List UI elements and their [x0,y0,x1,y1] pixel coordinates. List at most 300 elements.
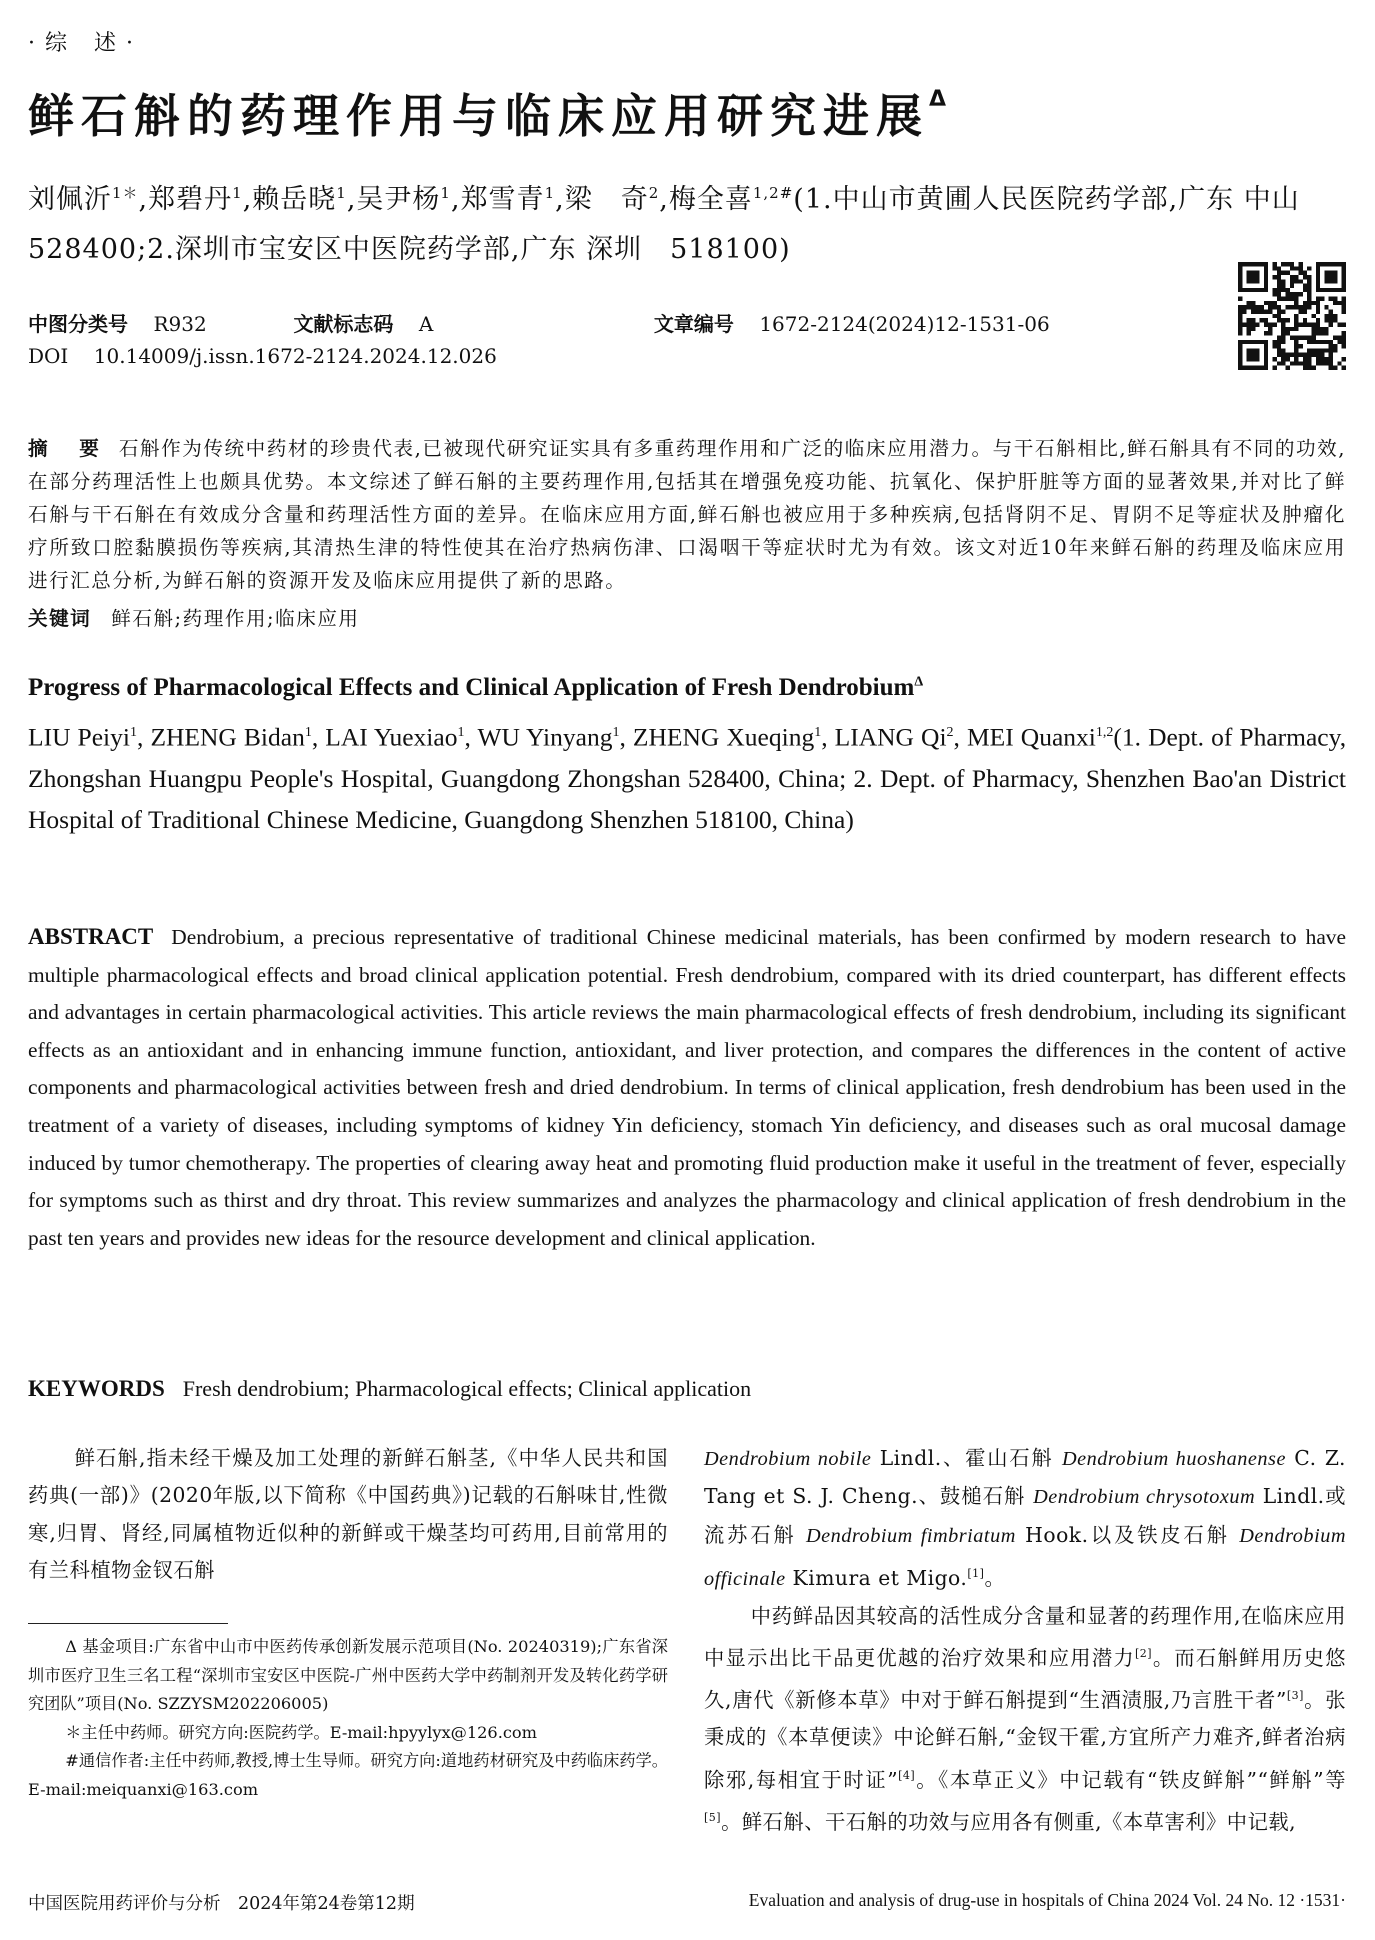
qr-module [1324,314,1328,318]
qr-module [1307,275,1311,279]
qr-module [1247,318,1251,322]
journal-name-cn: 中国医院用药评价与分析 2024年第24卷第12期 [28,1894,415,1914]
author-affil-mark: 1 [336,184,347,202]
qr-module [1307,361,1311,365]
qr-module [1320,297,1324,301]
qr-module [1277,314,1281,318]
qr-module [1311,340,1315,344]
article-no-value: 1672-2124(2024)12-1531-06 [759,312,1050,336]
body-column-right [704,1440,1346,1841]
article-page [28,18,1346,1918]
qr-module [1307,366,1311,370]
qr-module [1247,331,1251,335]
author-name: 赖岳晓 [252,184,337,215]
qr-module [1255,322,1259,326]
qr-module [1281,348,1285,352]
qr-module [1277,335,1281,339]
qr-module [1329,297,1333,301]
qr-module [1260,305,1264,309]
qr-module [1303,275,1307,279]
qr-module [1277,284,1281,288]
qr-module [1316,353,1320,357]
qr-module [1286,292,1290,296]
qr-module [1281,262,1285,266]
qr-module [1329,314,1333,318]
qr-module [1307,284,1311,288]
abstract-cn [28,432,1346,597]
qr-module [1286,297,1290,301]
qr-module [1294,275,1298,279]
qr-module [1294,314,1298,318]
keywords-en-label: KEYWORDS [28,1376,165,1401]
doc-code-value: A [418,312,434,336]
qr-finder-bottom-left [1238,340,1268,370]
qr-module [1286,353,1290,357]
qr-module [1281,310,1285,314]
body-paragraph-1: 鲜石斛,指未经干燥及加工处理的新鲜石斛茎,《中华人民共和国药典(一部)》(2020年版,以下简称《中国药典》)记载的石斛味甘,性微寒,归胃、肾经,同属植物近似种的新鲜或干燥茎均可药用,目前常用的有兰科植物金钗石斛 [28,1446,668,1582]
qr-module [1277,353,1281,357]
qr-module [1294,344,1298,348]
qr-module [1316,305,1320,309]
abstract-en [28,918,1346,1257]
doi-row [28,344,497,368]
qr-module [1311,327,1315,331]
qr-module [1320,327,1324,331]
qr-module [1329,344,1333,348]
qr-module [1264,301,1268,305]
qr-module [1281,357,1285,361]
qr-module [1281,288,1285,292]
qr-module [1333,348,1337,352]
abstract-en-text: Dendrobium, a precious representative of traditional Chinese medicinal materials, has been confirmed by modern research to have multiple pharmacological effects and broad clinical application potential. Fresh dendrobium, compared with its dried counterpart, has different effects and advantages in certain pharmacological activities. This article reviews the main pharmacological effects of fresh dendrobium, including its significant effects as an antioxidant and in enhancing immune function, antioxidant, and liver protection, and compares the differences in the content of active components and pharmacological activities between fresh and dried dendrobium. In terms of clinical application, fresh dendrobium has been used in the treatment of a variety of diseases, including symptoms of kidney Yin deficiency, stomach Yin deficiency, and diseases such as oral mucosal damage induced by tumor chemotherapy. The properties of clearing away heat and promoting fluid production make it useful in the treatment of fever, especially for symptoms such as thirst and dry throat. This review summarizes and analyzes the pharmacology and clinical application of fresh dendrobium in the past ten years and provides new ideas for the resource development and clinical application. [28,925,1346,1250]
keywords-en [28,1376,751,1402]
qr-module [1342,305,1346,309]
qr-module [1290,297,1294,301]
citation-ref[interactable]: [2] [1134,1647,1153,1661]
qr-module [1286,271,1290,275]
author-name: 郑碧丹 [148,184,233,215]
qr-module [1281,327,1285,331]
doi-label: DOI [28,344,69,368]
qr-module [1294,340,1298,344]
qr-module [1311,314,1315,318]
affiliation-en: (1. Dept. of Pharmacy, Zhongshan Huangpu People's Hospital, Guangdong Zhongshan 528400, China; 2. Dept. of Pharmacy, Shenzhen Bao'an District Hospital of Traditional Chinese Medicine, Guangdong Shenzhen 518100, China) [28,722,1347,834]
qr-module [1281,361,1285,365]
qr-module [1273,266,1277,270]
species-name: Dendrobium chrysotoxum [1033,1486,1256,1509]
author-name: 梅全喜 [668,184,753,215]
author-name-en: MEI Quanxi [967,722,1096,752]
qr-module [1294,322,1298,326]
qr-module [1316,310,1320,314]
author-affil-mark: 1＊ [112,184,139,202]
qr-module [1294,266,1298,270]
qr-module [1290,266,1294,270]
qr-module [1307,340,1311,344]
qr-module [1251,327,1255,331]
body-text: 。而石斛鲜用历史悠久,唐代《新修本草》中对于鲜石斛提到“生酒渍服,乃言胜干者” [704,1646,1346,1713]
qr-module [1333,344,1337,348]
qr-module [1298,271,1302,275]
qr-module [1277,275,1281,279]
qr-module [1277,348,1281,352]
qr-module [1294,292,1298,296]
qr-module [1303,288,1307,292]
qr-module [1316,348,1320,352]
qr-module [1316,318,1320,322]
qr-module [1290,327,1294,331]
qr-module [1337,335,1341,339]
title-text: 鲜石斛的药理作用与临床应用研究进展 [28,89,929,143]
qr-module [1307,288,1311,292]
qr-module [1324,357,1328,361]
qr-module [1333,318,1337,322]
qr-module [1294,327,1298,331]
qr-module [1294,361,1298,365]
qr-module [1238,305,1242,309]
footnote-corresponding-author: #通信作者:主任中药师,教授,博士生导师。研究方向:道地药材研究及中药临床药学。E-mail:meiquanxi@163.com [28,1751,668,1799]
qr-module [1337,361,1341,365]
author-name-en: ZHENG Xueqing [632,722,815,752]
body-text: Hook.以及铁皮石斛 [1015,1522,1240,1547]
keywords-cn-label: 关键词 [28,607,92,630]
qr-module [1298,266,1302,270]
qr-module [1303,366,1307,370]
qr-module [1298,279,1302,283]
citation-ref[interactable]: [3] [1286,1689,1304,1703]
qr-module [1281,331,1285,335]
qr-module [1281,271,1285,275]
qr-module [1251,305,1255,309]
qr-module [1303,361,1307,365]
qr-module [1281,322,1285,326]
qr-module [1316,340,1320,344]
qr-module [1247,327,1251,331]
qr-module [1286,327,1290,331]
author-name: 吴尹杨 [356,184,441,215]
qr-module [1298,322,1302,326]
qr-module [1307,266,1311,270]
qr-module [1281,284,1285,288]
clc-label: 中图分类号 [28,312,128,336]
qr-module [1294,301,1298,305]
qr-module [1277,271,1281,275]
qr-code[interactable] [1238,262,1346,370]
qr-module [1286,318,1290,322]
qr-module [1277,310,1281,314]
qr-module [1333,301,1337,305]
qr-module [1303,310,1307,314]
qr-module [1307,279,1311,283]
qr-module [1342,331,1346,335]
qr-module [1342,322,1346,326]
qr-module [1273,322,1277,326]
qr-module [1268,301,1272,305]
qr-module [1247,322,1251,326]
qr-module [1337,322,1341,326]
qr-module [1255,310,1259,314]
title-fund-mark: Δ [929,87,947,112]
footnotes [28,1633,668,1805]
qr-module [1264,322,1268,326]
qr-module [1324,348,1328,352]
body-column-left [28,1440,668,1589]
qr-module [1281,340,1285,344]
qr-module [1303,357,1307,361]
qr-module [1298,335,1302,339]
citation-ref[interactable]: [5] [704,1810,722,1824]
qr-module [1251,310,1255,314]
qr-module [1290,292,1294,296]
qr-module [1294,335,1298,339]
qr-finder-top-right [1316,262,1346,292]
footnote-first-author: ＊主任中药师。研究方向:医院药学。E-mail:hpyylyx@126.com [65,1722,538,1742]
qr-module [1316,357,1320,361]
qr-module [1298,344,1302,348]
keywords-cn-text: 鲜石斛;药理作用;临床应用 [111,607,360,630]
author-name-en: LIANG Qi [834,722,947,752]
author-affil-mark: 1 [440,184,451,202]
qr-module [1303,322,1307,326]
author-name-en: LIU Peiyi [28,722,130,752]
qr-module [1277,292,1281,296]
qr-module [1294,357,1298,361]
author-name: 郑雪青 [460,184,545,215]
keywords-cn [28,602,360,631]
qr-module [1303,305,1307,309]
author-name-en: LAI Yuexiao [325,722,458,752]
qr-module [1320,357,1324,361]
qr-module [1273,340,1277,344]
qr-module [1342,301,1346,305]
doi-value[interactable]: 10.14009/j.issn.1672-2124.2024.12.026 [93,344,497,368]
body-text: 。张秉成的《本草便读》中论鲜石斛,“金钗干霍,方宜所产力难齐,鲜者治病除邪,每相宜于时证” [704,1688,1346,1792]
species-name: Dendrobium fimbriatum [805,1524,1016,1547]
qr-module [1255,305,1259,309]
qr-module [1333,335,1337,339]
qr-module [1303,301,1307,305]
qr-module [1273,366,1277,370]
qr-module [1277,340,1281,344]
qr-module [1342,357,1346,361]
qr-module [1307,348,1311,352]
qr-module [1294,279,1298,283]
qr-module [1311,331,1315,335]
qr-module [1268,310,1272,314]
citation-ref[interactable]: [1] [967,1566,985,1580]
author-affil-mark-en: 1 [304,725,312,740]
qr-module [1286,331,1290,335]
qr-module [1286,357,1290,361]
qr-module [1277,297,1281,301]
qr-module [1333,314,1337,318]
author-block-cn: 刘佩沂$^{1*}$,郑碧丹$^1$,赖岳晓$^1$,吴尹杨$^1$,郑雪青$^1$,梁 奇$^2$,梅全喜$^{1,2\#}$(1.中山市黄圃人民医院药学部,广东 中山 528400;2.深圳市宝安区中医院药学部,广东 深圳 518100) [28,184,1328,265]
author-name-en: WU Yinyang [477,722,613,752]
qr-module [1260,318,1264,322]
qr-module [1316,297,1320,301]
qr-module [1242,310,1246,314]
citation-ref[interactable]: [4] [898,1768,916,1782]
body-text: 。《本草正义》中记载有“铁皮鲜斛”“鲜斛”等 [915,1767,1346,1792]
footnote-fund: Δ 基金项目:广东省中山市中医药传承创新发展示范项目(No. 20240319);广东省深圳市医疗卫生三名工程“深圳市宝安区中医院-广州中医药大学中药制剂开发及转化药学研究团队”项目(No. SZZYSM202206005) [28,1637,668,1714]
qr-module [1277,266,1281,270]
qr-module [1286,305,1290,309]
qr-module [1329,357,1333,361]
qr-module [1251,318,1255,322]
qr-module [1290,305,1294,309]
qr-module [1324,340,1328,344]
qr-module [1324,331,1328,335]
qr-module [1298,262,1302,266]
qr-module [1294,318,1298,322]
qr-module [1286,366,1290,370]
qr-module [1307,322,1311,326]
qr-module [1277,288,1281,292]
body-text: 中药鲜品因其较高的活性成分含量和显著的药理作用,在临床应用中显示出比干品更优越的治疗效果和应用潜力 [704,1603,1346,1671]
qr-module [1273,301,1277,305]
author-affil-mark: 2 [648,184,660,202]
body-text: 。 [984,1565,1006,1590]
qr-module [1303,318,1307,322]
abstract-cn-text: 石斛作为传统中药材的珍贵代表,已被现代研究证实具有多重药理作用和广泛的临床应用潜力。与干石斛相比,鲜石斛具有不同的功效,在部分药理活性上也颇具优势。本文综述了鲜石斛的主要药理作用,包括其在增强免疫功能、抗氧化、保护肝脏等方面的显著效果,并对比了鲜石斛与干石斛在有效成分含量和药理活性方面的差异。在临床应用方面,鲜石斛也被应用于多种疾病,包括肾阴不足、胃阴不足等症状及肿瘤化疗所致口腔黏膜损伤等疾病,其清热生津的特性使其在治疗热病伤津、口渴咽干等症状时尤为有效。该文对近10年来鲜石斛的药理及临床应用进行汇总分析,为鲜石斛的资源开发及临床应用提供了新的思路。 [28,437,1347,592]
qr-module [1316,331,1320,335]
qr-module [1273,288,1277,292]
qr-module [1316,327,1320,331]
qr-module [1316,361,1320,365]
qr-module [1337,301,1341,305]
qr-module [1342,366,1346,370]
author-affil-mark-en: 1,2 [1095,725,1114,740]
qr-module [1303,284,1307,288]
english-title [28,674,923,702]
qr-module [1273,292,1277,296]
qr-module [1277,361,1281,365]
qr-module [1333,297,1337,301]
qr-module [1238,331,1242,335]
author-name: 刘佩沂 [28,184,112,215]
qr-module [1294,297,1298,301]
author-affil-mark: 1 [544,184,556,202]
author-affil-mark-en: 1 [129,725,137,740]
qr-module [1320,353,1324,357]
qr-module [1324,318,1328,322]
journal-name-en: Evaluation and analysis of drug-use in hospitals of China 2024 Vol. 24 No. 12 ·1531· [748,1890,1346,1910]
qr-module [1320,340,1324,344]
qr-module [1273,357,1277,361]
qr-module [1333,366,1337,370]
species-name: Dendrobium nobile [704,1448,872,1470]
author-affil-mark-en: 1 [612,725,620,740]
qr-module [1329,348,1333,352]
qr-module [1320,331,1324,335]
english-title-mark: Δ [914,674,924,690]
author-affil-mark: 1 [232,184,243,202]
keywords-en-text: Fresh dendrobium; Pharmacological effects; Clinical application [182,1376,752,1401]
qr-module [1268,327,1272,331]
abstract-cn-label: 摘 要 [28,437,105,460]
qr-module [1238,322,1242,326]
author-affil-mark-en: 2 [946,725,954,740]
body-paragraph-2 [704,1598,1346,1841]
qr-module [1268,331,1272,335]
abstract-en-label: ABSTRACT [28,924,154,949]
qr-module [1281,297,1285,301]
qr-module [1311,335,1315,339]
qr-module [1238,310,1242,314]
body-text: 。鲜石斛、干石斛的功效与应用各有侧重,《本草害利》中记载, [721,1809,1297,1834]
qr-finder-top-left [1238,262,1268,292]
clc-value: R932 [153,312,207,336]
qr-module [1277,318,1281,322]
qr-module [1298,292,1302,296]
qr-module [1281,335,1285,339]
qr-module [1290,335,1294,339]
qr-module [1307,353,1311,357]
qr-module [1320,361,1324,365]
species-name: Dendrobium officinale [704,1524,1346,1590]
qr-module [1277,305,1281,309]
qr-module [1238,318,1242,322]
qr-module [1277,344,1281,348]
qr-module [1329,310,1333,314]
qr-module [1286,262,1290,266]
qr-module [1316,322,1320,326]
qr-module [1290,361,1294,365]
author-affil-mark: 1,2# [752,184,794,202]
qr-module [1307,357,1311,361]
section-tag: ·综 述· [28,31,143,56]
body-text: Kimura et Migo. [785,1565,968,1590]
qr-module [1307,292,1311,296]
author-affil-mark-en: 1 [457,725,465,740]
qr-module [1290,275,1294,279]
qr-module [1268,322,1272,326]
qr-module [1290,279,1294,283]
qr-module [1290,353,1294,357]
qr-module [1307,335,1311,339]
qr-module [1294,305,1298,309]
qr-module [1303,271,1307,275]
qr-module [1264,310,1268,314]
qr-module [1329,322,1333,326]
qr-module [1320,348,1324,352]
qr-module [1273,305,1277,309]
affiliation-cn: (1.中山市黄圃人民医院药学部,广东 中山 528400;2.深圳市宝安区中医院药学部,广东 深圳 518100) [28,184,1328,265]
qr-module [1247,301,1251,305]
qr-module [1273,262,1277,266]
doc-code-label: 文献标志码 [293,312,394,336]
qr-module [1268,305,1272,309]
body-paragraph-1-cont [704,1440,1346,1598]
qr-module [1329,353,1333,357]
qr-module [1311,322,1315,326]
qr-module [1329,318,1333,322]
classification-row [28,308,1050,337]
qr-module [1251,301,1255,305]
qr-module [1273,275,1277,279]
qr-module [1303,353,1307,357]
qr-module [1342,340,1346,344]
qr-module [1281,279,1285,283]
qr-module [1290,262,1294,266]
qr-module [1264,318,1268,322]
qr-module [1273,344,1277,348]
qr-module [1264,331,1268,335]
qr-module [1238,327,1242,331]
body-text: Lindl.或流苏石斛 [704,1484,1346,1547]
qr-module [1342,310,1346,314]
qr-module [1238,297,1242,301]
